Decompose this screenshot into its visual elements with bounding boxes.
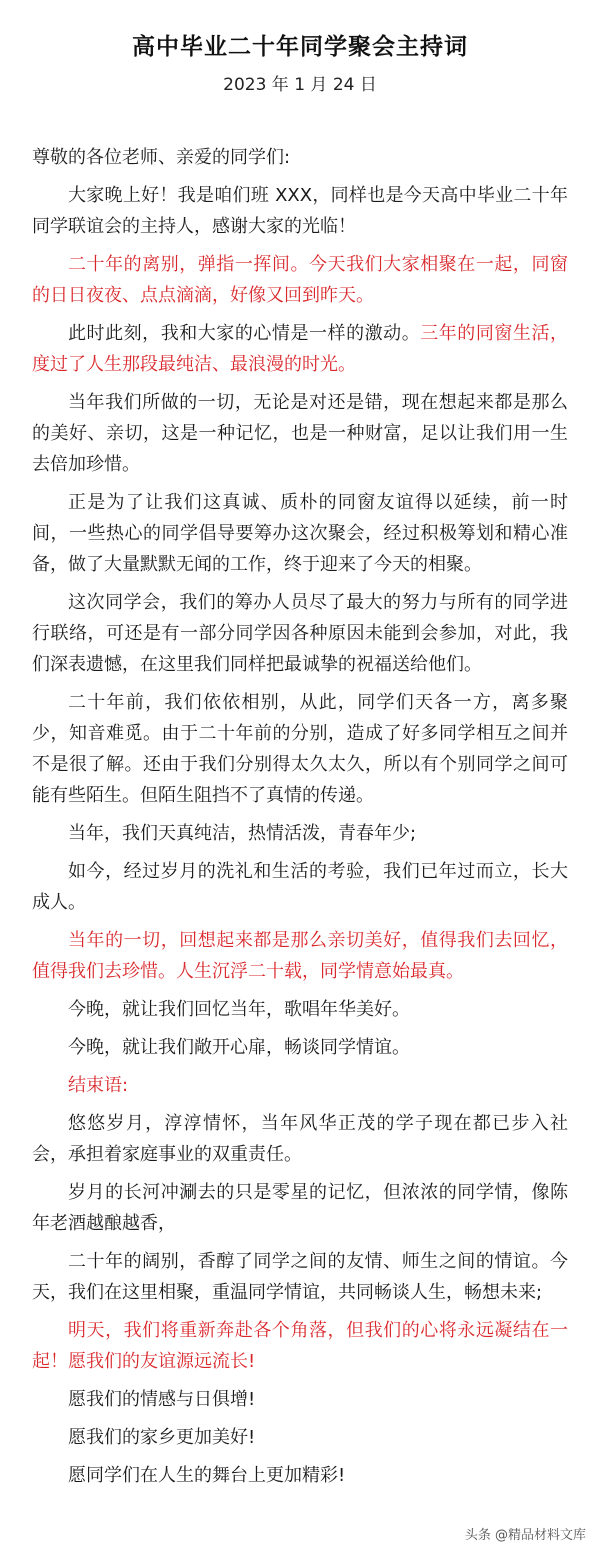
paragraph-5: 正是为了让我们这真诚、质朴的同窗友谊得以延续，前一时间，一些热心的同学倡导要筹办这次聚会，经过积极筹划和精心准备，做了大量默默无闻的工作，终于迎来了今天的相聚。	[32, 492, 568, 575]
paragraph-12: 今晚，就让我们敞开心扉，畅谈同学情谊。	[68, 1037, 410, 1058]
paragraph-8: 当年，我们天真纯洁，热情活泼，青春年少;	[68, 823, 417, 844]
paragraph-7: 二十年前，我们依依相别，从此，同学们天各一方，离多聚少，知音难觅。由于二十年前的分别，造成了好多同学相互之间并不是很了解。还由于我们分别得太久太久，所以有个别同学之间可能有些陌生。但陌生阻挡不了真情的传递。	[32, 692, 568, 806]
paragraph-1: 大家晚上好！我是咱们班 XXX，同样也是今天高中毕业二十年同学联谊会的主持人，感谢大家的光临！	[32, 185, 568, 237]
paragraph-9: 如今，经过岁月的洗礼和生活的考验，我们已年过而立，长大成人。	[32, 861, 568, 913]
paragraph-16: 明天，我们将重新奔赴各个角落，但我们的心将永远凝结在一起！愿我们的友谊源远流长!	[32, 1320, 568, 1372]
document-title: 高中毕业二十年同学聚会主持词	[132, 34, 468, 60]
paragraph-11: 今晚，就让我们回忆当年，歌唱年华美好。	[68, 999, 410, 1020]
source-watermark	[465, 1524, 586, 1543]
paragraph-2: 二十年的离别，弹指一挥间。今天我们大家相聚在一起，同窗的日日夜夜、点点滴滴，好像又回到昨天。	[32, 254, 568, 306]
document-body	[32, 142, 568, 1498]
paragraph-13: 悠悠岁月，淳淳情怀，当年风华正茂的学子现在都已步入社会，承担着家庭事业的双重责任。	[32, 1113, 568, 1165]
paragraph-3	[32, 318, 568, 380]
paragraph-6: 这次同学会，我们的筹办人员尽了最大的努力与所有的同学进行联络，可还是有一部分同学因各种原因未能到会参加，对此，我们深表遗憾，在这里我们同样把最诚挚的祝福送给他们。	[32, 592, 568, 675]
watermark-text: 头条 @精品材料文库	[464, 1528, 586, 1543]
document-date: 2023 年 1 月 24 日	[223, 75, 377, 95]
paragraph-4: 当年我们所做的一切，无论是对还是错，现在想起来都是那么的美好、亲切，这是一种记忆，也是一种财富，足以让我们用一生去倍加珍惜。	[32, 392, 568, 475]
paragraph-17: 愿我们的情感与日俱增!	[68, 1389, 256, 1410]
paragraph-15: 二十年的阔别，香醇了同学之间的友情、师生之间的情谊。今天，我们在这里相聚，重温同学情谊，共同畅谈人生，畅想未来;	[32, 1251, 568, 1303]
paragraph-3-highlight: 三年的同窗生活，度过了人生那段最纯洁、最浪漫的时光。	[32, 323, 569, 375]
paragraph-10: 当年的一切，回想起来都是那么亲切美好，值得我们去回忆，值得我们去珍惜。人生沉浮二十载，同学情意始最真。	[32, 930, 568, 982]
closing-label: 结束语:	[68, 1075, 129, 1096]
paragraph-3-text: 此时此刻，我和大家的心情是一样的激动。	[68, 323, 421, 344]
paragraph-18: 愿我们的家乡更加美好!	[68, 1427, 256, 1448]
salutation: 尊敬的各位老师、亲爱的同学们:	[32, 147, 291, 168]
paragraph-14: 岁月的长河冲涮去的只是零星的记忆，但浓浓的同学情，像陈年老酒越酿越香，	[32, 1182, 568, 1234]
paragraph-19: 愿同学们在人生的舞台上更加精彩!	[68, 1465, 346, 1486]
